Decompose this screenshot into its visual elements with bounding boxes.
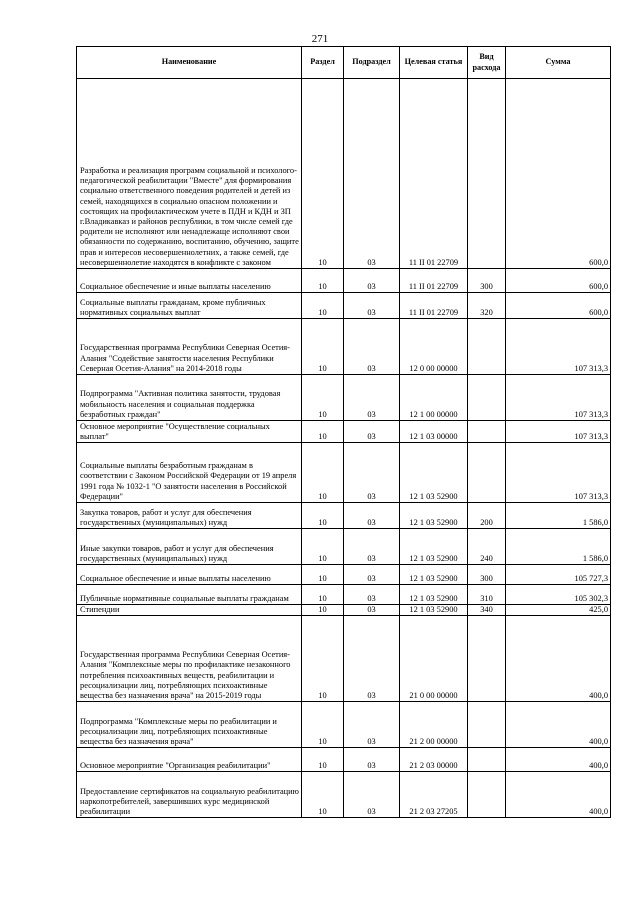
cell-name: Подпрограмма "Активная политика занятости, трудовая мобильность населения и социальная поддержка безработных граждан" <box>77 375 302 421</box>
table-row <box>77 319 611 375</box>
cell-summa: 105 302,3 <box>506 585 611 605</box>
cell-name: Подпрограмма "Комплексные меры по реабилитации и ресоциализации лиц, потребляющих психоактивные вещества без назначения врача" <box>77 702 302 748</box>
cell-podrazdel: 03 <box>344 565 400 585</box>
cell-name: Иные закупки товаров, работ и услуг для обеспечения государственных (муниципальных) нужд <box>77 529 302 565</box>
cell-podrazdel: 03 <box>344 293 400 319</box>
cell-summa: 107 313,3 <box>506 319 611 375</box>
cell-podrazdel: 03 <box>344 748 400 772</box>
cell-vid <box>468 443 506 503</box>
cell-razdel: 10 <box>302 702 344 748</box>
cell-razdel: 10 <box>302 269 344 293</box>
cell-podrazdel: 03 <box>344 772 400 818</box>
table-row <box>77 443 611 503</box>
cell-summa: 600,0 <box>506 269 611 293</box>
table-row <box>77 702 611 748</box>
cell-vid <box>468 748 506 772</box>
cell-name: Предоставление сертификатов на социальную реабилитацию наркопотребителей, завершивших курс медицинской реабилитации <box>77 772 302 818</box>
cell-podrazdel: 03 <box>344 375 400 421</box>
cell-razdel: 10 <box>302 565 344 585</box>
cell-podrazdel: 03 <box>344 443 400 503</box>
cell-statya: 11 II 01 22709 <box>400 293 468 319</box>
cell-vid: 320 <box>468 293 506 319</box>
cell-summa: 600,0 <box>506 293 611 319</box>
table-row <box>77 421 611 443</box>
table-row <box>77 565 611 585</box>
cell-razdel: 10 <box>302 616 344 702</box>
cell-name: Социальное обеспечение и иные выплаты населению <box>77 565 302 585</box>
cell-name: Разработка и реализация программ социальной и психолого-педагогической реабилитации "Вместе" для формирования социально ответственного поведения родителей и детей из семей, находящихся в социально опасном положении и состоящих на профилактическом учете в ПДН и КДН и ЗП г.Владикавказ и районов республики, в том числе семей где родители не исполняют или ненадлежаще исполняют свои обязанности по содержанию, воспитанию, обучению, защите прав и интересов несовершеннолетних, а также семей, где несовершеннолетие находятся в конфликте с законом <box>77 79 302 269</box>
cell-vid: 300 <box>468 269 506 293</box>
cell-podrazdel: 03 <box>344 319 400 375</box>
cell-razdel: 10 <box>302 605 344 616</box>
budget-table <box>76 46 611 818</box>
cell-summa: 400,0 <box>506 772 611 818</box>
cell-summa: 400,0 <box>506 702 611 748</box>
cell-statya: 11 II 01 22709 <box>400 79 468 269</box>
cell-name: Публичные нормативные социальные выплаты гражданам <box>77 585 302 605</box>
cell-summa: 105 727,3 <box>506 565 611 585</box>
cell-name: Социальные выплаты гражданам, кроме публичных нормативных социальных выплат <box>77 293 302 319</box>
cell-statya: 12 1 03 52900 <box>400 565 468 585</box>
cell-summa: 600,0 <box>506 79 611 269</box>
cell-vid <box>468 702 506 748</box>
cell-statya: 21 0 00 00000 <box>400 616 468 702</box>
cell-vid <box>468 319 506 375</box>
cell-razdel: 10 <box>302 293 344 319</box>
cell-razdel: 10 <box>302 772 344 818</box>
table-header-row <box>77 47 611 79</box>
cell-summa: 107 313,3 <box>506 421 611 443</box>
cell-name: Закупка товаров, работ и услуг для обеспечения государственных (муниципальных) нужд <box>77 503 302 529</box>
table-row <box>77 616 611 702</box>
header-summa: Сумма <box>506 47 611 79</box>
table-row <box>77 605 611 616</box>
cell-summa: 1 586,0 <box>506 529 611 565</box>
cell-razdel: 10 <box>302 443 344 503</box>
cell-statya: 12 1 03 52900 <box>400 529 468 565</box>
cell-razdel: 10 <box>302 375 344 421</box>
cell-statya: 21 2 00 00000 <box>400 702 468 748</box>
cell-razdel: 10 <box>302 421 344 443</box>
cell-podrazdel: 03 <box>344 616 400 702</box>
cell-statya: 12 1 00 00000 <box>400 375 468 421</box>
cell-statya: 21 2 03 27205 <box>400 772 468 818</box>
cell-summa: 400,0 <box>506 616 611 702</box>
cell-summa: 425,0 <box>506 605 611 616</box>
cell-name: Социальное обеспечение и иные выплаты населению <box>77 269 302 293</box>
cell-podrazdel: 03 <box>344 605 400 616</box>
cell-podrazdel: 03 <box>344 529 400 565</box>
cell-vid <box>468 421 506 443</box>
cell-vid: 310 <box>468 585 506 605</box>
cell-name: Стипендии <box>77 605 302 616</box>
cell-vid <box>468 772 506 818</box>
cell-vid: 200 <box>468 503 506 529</box>
table-row <box>77 293 611 319</box>
cell-name: Основное мероприятие "Организация реабилитации" <box>77 748 302 772</box>
table-row <box>77 772 611 818</box>
table-body <box>77 79 611 818</box>
cell-vid <box>468 616 506 702</box>
cell-podrazdel: 03 <box>344 421 400 443</box>
cell-razdel: 10 <box>302 319 344 375</box>
cell-name: Государственная программа Республики Северная Осетия-Алания "Комплексные меры по профилактике незаконного потребления психоактивных веществ, реабилитации и ресоциализации лиц, потребляющих психоактивные вещества без назначения врача" на 2015-2019 годы <box>77 616 302 702</box>
header-razdel: Раздел <box>302 47 344 79</box>
cell-razdel: 10 <box>302 748 344 772</box>
cell-podrazdel: 03 <box>344 702 400 748</box>
cell-razdel: 10 <box>302 503 344 529</box>
header-podrazdel: Подраздел <box>344 47 400 79</box>
cell-vid: 340 <box>468 605 506 616</box>
header-name: Наименование <box>77 47 302 79</box>
cell-razdel: 10 <box>302 79 344 269</box>
cell-name: Социальные выплаты безработным гражданам в соответствии с Законом Российской Федерации от 19 апреля 1991 года № 1032-1 "О занятости населения в Российской Федерации" <box>77 443 302 503</box>
cell-summa: 107 313,3 <box>506 375 611 421</box>
cell-summa: 400,0 <box>506 748 611 772</box>
table-row <box>77 529 611 565</box>
cell-razdel: 10 <box>302 585 344 605</box>
cell-statya: 12 1 03 52900 <box>400 585 468 605</box>
cell-name: Государственная программа Республики Северная Осетия-Алания "Содействие занятости населения Республики Северная Осетия-Алания" на 2014-2018 годы <box>77 319 302 375</box>
cell-statya: 12 1 03 52900 <box>400 443 468 503</box>
cell-statya: 12 1 03 00000 <box>400 421 468 443</box>
cell-vid: 240 <box>468 529 506 565</box>
cell-statya: 12 1 03 52900 <box>400 503 468 529</box>
cell-vid <box>468 375 506 421</box>
page-number: 271 <box>311 33 329 45</box>
table-row <box>77 375 611 421</box>
cell-name: Основное мероприятие "Осуществление социальных выплат" <box>77 421 302 443</box>
cell-razdel: 10 <box>302 529 344 565</box>
cell-summa: 107 313,3 <box>506 443 611 503</box>
cell-statya: 11 II 01 22709 <box>400 269 468 293</box>
cell-podrazdel: 03 <box>344 269 400 293</box>
cell-podrazdel: 03 <box>344 79 400 269</box>
cell-statya: 12 0 00 00000 <box>400 319 468 375</box>
cell-vid: 300 <box>468 565 506 585</box>
header-statya: Целевая статья <box>400 47 468 79</box>
cell-podrazdel: 03 <box>344 503 400 529</box>
cell-summa: 1 586,0 <box>506 503 611 529</box>
cell-statya: 12 1 03 52900 <box>400 605 468 616</box>
table-row <box>77 748 611 772</box>
header-vid: Вид расхода <box>468 47 506 79</box>
table-row <box>77 503 611 529</box>
cell-vid <box>468 79 506 269</box>
cell-statya: 21 2 03 00000 <box>400 748 468 772</box>
table-row <box>77 269 611 293</box>
cell-podrazdel: 03 <box>344 585 400 605</box>
table-row <box>77 79 611 269</box>
table-row <box>77 585 611 605</box>
